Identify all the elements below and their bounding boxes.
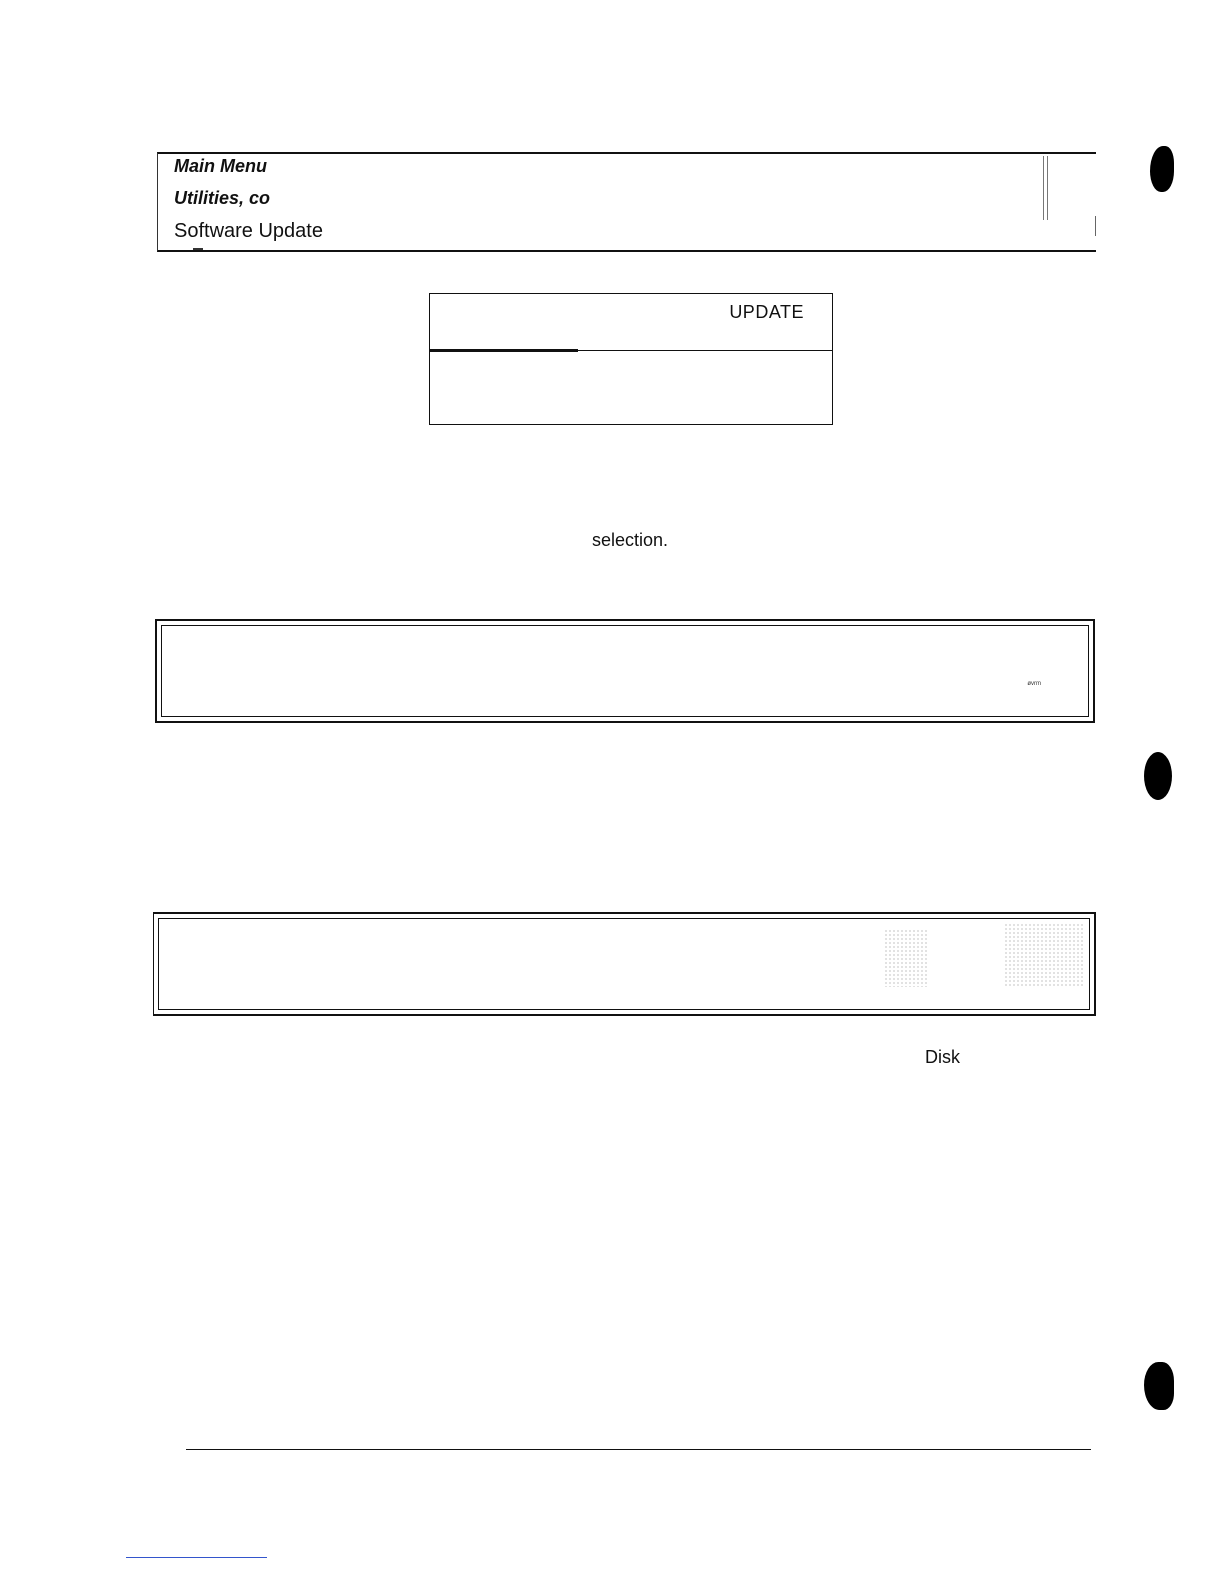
update-screen-divider-accent [430,349,578,352]
punch-hole [1144,1362,1174,1410]
frame-1-speck: øvrm [1027,681,1041,687]
breadcrumb-main-menu: Main Menu [174,156,267,176]
update-screen [429,293,833,425]
footer-rule [186,1449,1091,1450]
scan-noise [884,929,928,987]
header-tick [193,248,203,250]
display-frame-1-inner [161,625,1089,717]
punch-hole [1150,146,1174,192]
scan-noise [1004,923,1084,987]
display-frame-2-inner [158,918,1090,1010]
selection-text: selection. [592,530,669,550]
breadcrumb-utilities: Utilities, co [174,188,271,208]
bottom-link-underline [126,1557,267,1558]
header-edge-mark [1095,216,1096,236]
disk-text: Disk [925,1047,960,1067]
update-screen-title: UPDATE [729,302,804,322]
breadcrumb-software-update: Software Update [174,220,323,242]
menu-path-header [157,152,1096,252]
header-divider [1043,156,1048,220]
display-frame-2 [153,912,1096,1016]
punch-hole [1144,752,1172,800]
display-frame-1 [155,619,1095,723]
